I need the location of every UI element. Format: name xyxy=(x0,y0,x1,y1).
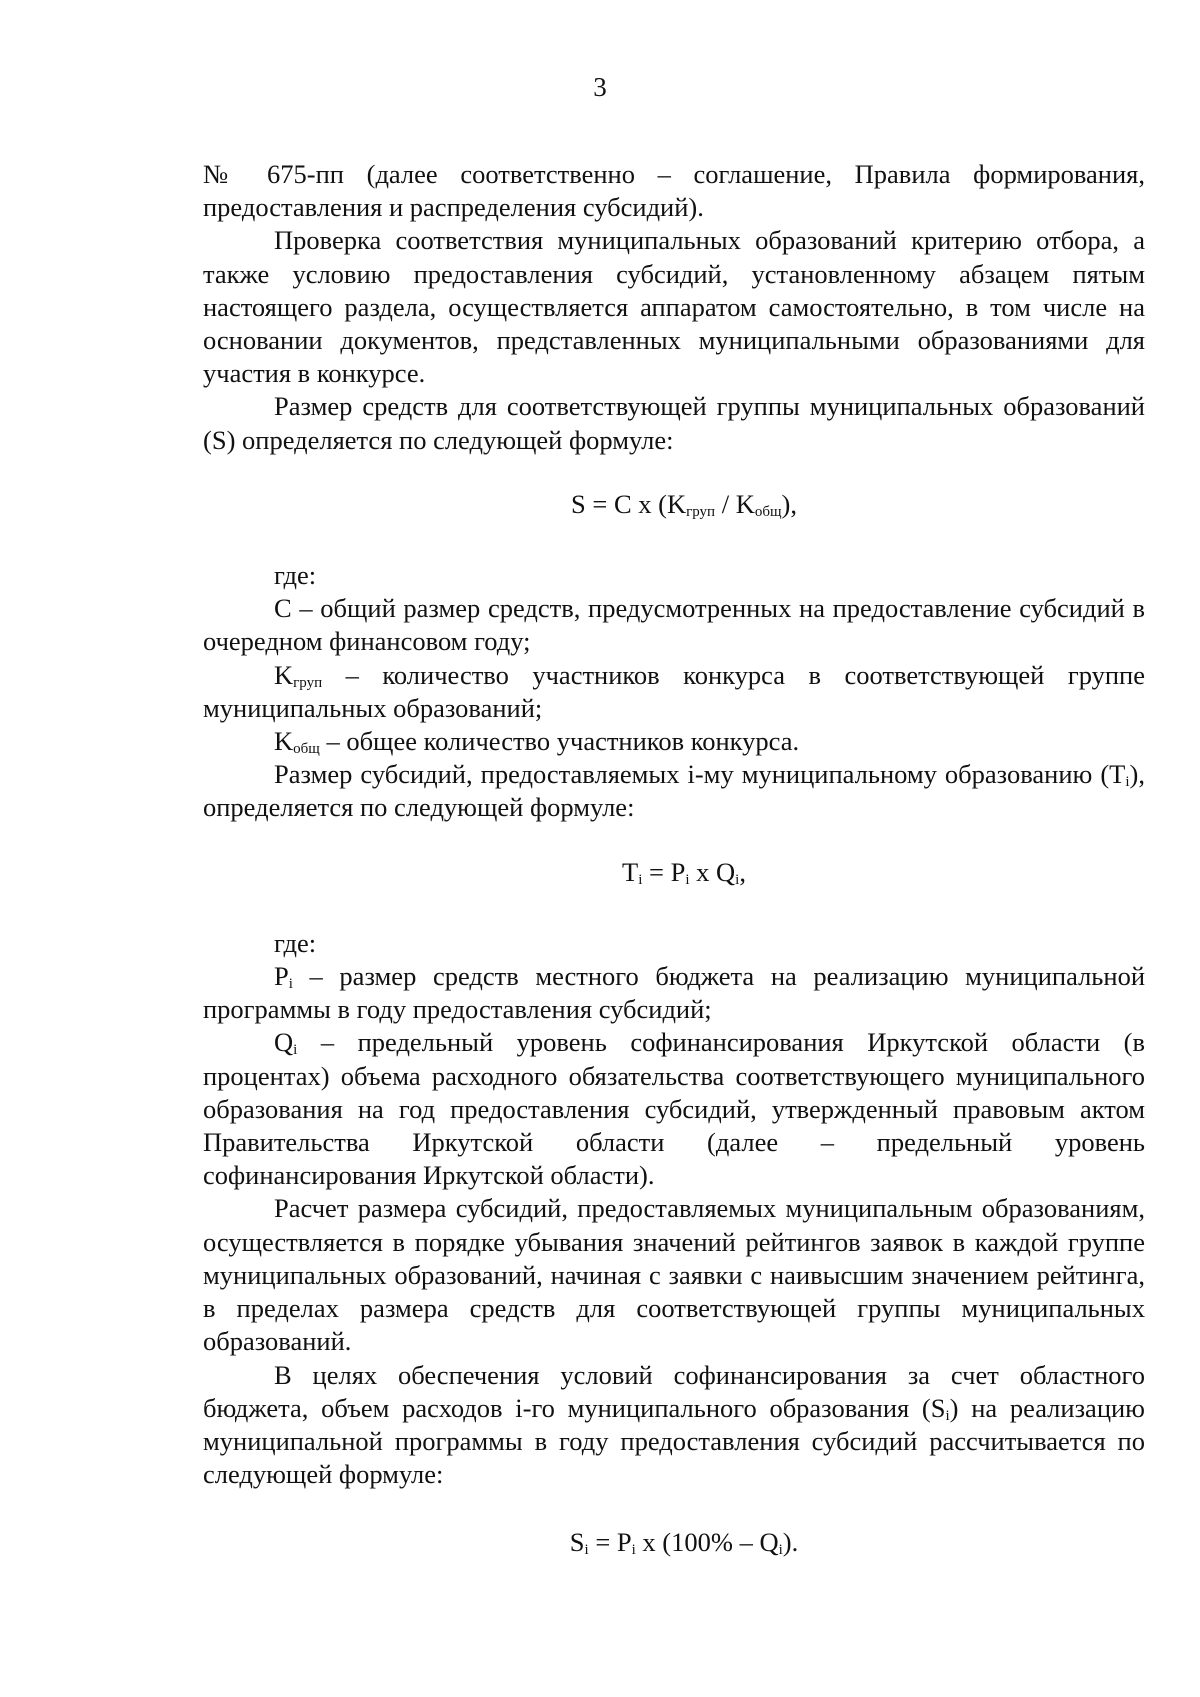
formula-subsidy-size: $T_i = P_i$ x $Q_i$, xyxy=(622,856,746,888)
page-number: 3 xyxy=(593,72,607,102)
where-label: где: xyxy=(274,560,317,591)
paragraph-group-funds: Размер средств для соответствующей группы муниципальных образований (S) определяется по следующей формуле: xyxy=(203,391,1145,455)
paragraph-cofinancing: В целях обеспечения условий софинансирования за счет областного бюджета, объем расходов i-го муниципального образования $(S_i)$ на реализацию муниципальной программы в году предоставления субсидий рассчитывается по следующей формуле: xyxy=(203,1359,1145,1490)
document-body xyxy=(203,158,1145,1560)
formula-group-funds: S = C x $(K_{груп} / K_{общ})$, xyxy=(571,488,797,520)
definition-q: $Q_i$ – предельный уровень софинансирования Иркутской области (в процентах) объема расходного обязательства соответствующего муниципального образования на год предоставления субсидий, утвержденный правовым актом Правительства Иркутской области (далее – предельный уровень софинансирования Иркутской области). xyxy=(203,1027,1145,1191)
paragraph-verification: Проверка соответствия муниципальных образований критерию отбора, а также условию предоставления субсидий, установленному абзацем пятым настоящего раздела, осуществляется аппаратом самостоятельно, в том числе на основании документов, представленных муниципальными образованиями для участия в конкурсе. xyxy=(203,225,1145,389)
definition-c: C – общий размер средств, предусмотренных на предоставление субсидий в очередном финансовом году; xyxy=(203,593,1145,657)
definition-p: $P_i$ – размер средств местного бюджета на реализацию муниципальной программы в году предоставления субсидий; xyxy=(203,961,1145,1025)
definition-k-group: $K_{груп}$ – количество участников конкурса в соответствующей группе муниципальных образований; xyxy=(203,659,1145,723)
where-label: где: xyxy=(274,927,317,958)
paragraph-calculation-order: Расчет размера субсидий, предоставляемых муниципальным образованиям, осуществляется в порядке убывания значений рейтингов заявок в каждой группе муниципальных образований, начиная с заявки с наивысшим значением рейтинга, в пределах размера средств для соответствующей группы муниципальных образований. xyxy=(203,1193,1145,1357)
paragraph-continuation: № 675-пп (далее соответственно – соглашение, Правила формирования, предоставления и распределения субсидий). xyxy=(203,159,1145,223)
paragraph-subsidy-size: Размер субсидий, предоставляемых i-му муниципальному образованию $(T_i)$, определяется по следующей формуле: xyxy=(203,759,1145,823)
definition-k-total: $K_{общ}$ – общее количество участников конкурса. xyxy=(274,726,800,758)
formula-expenses: $S_i = P_i$ x $(100\% - Q_i)$. xyxy=(569,1527,799,1559)
